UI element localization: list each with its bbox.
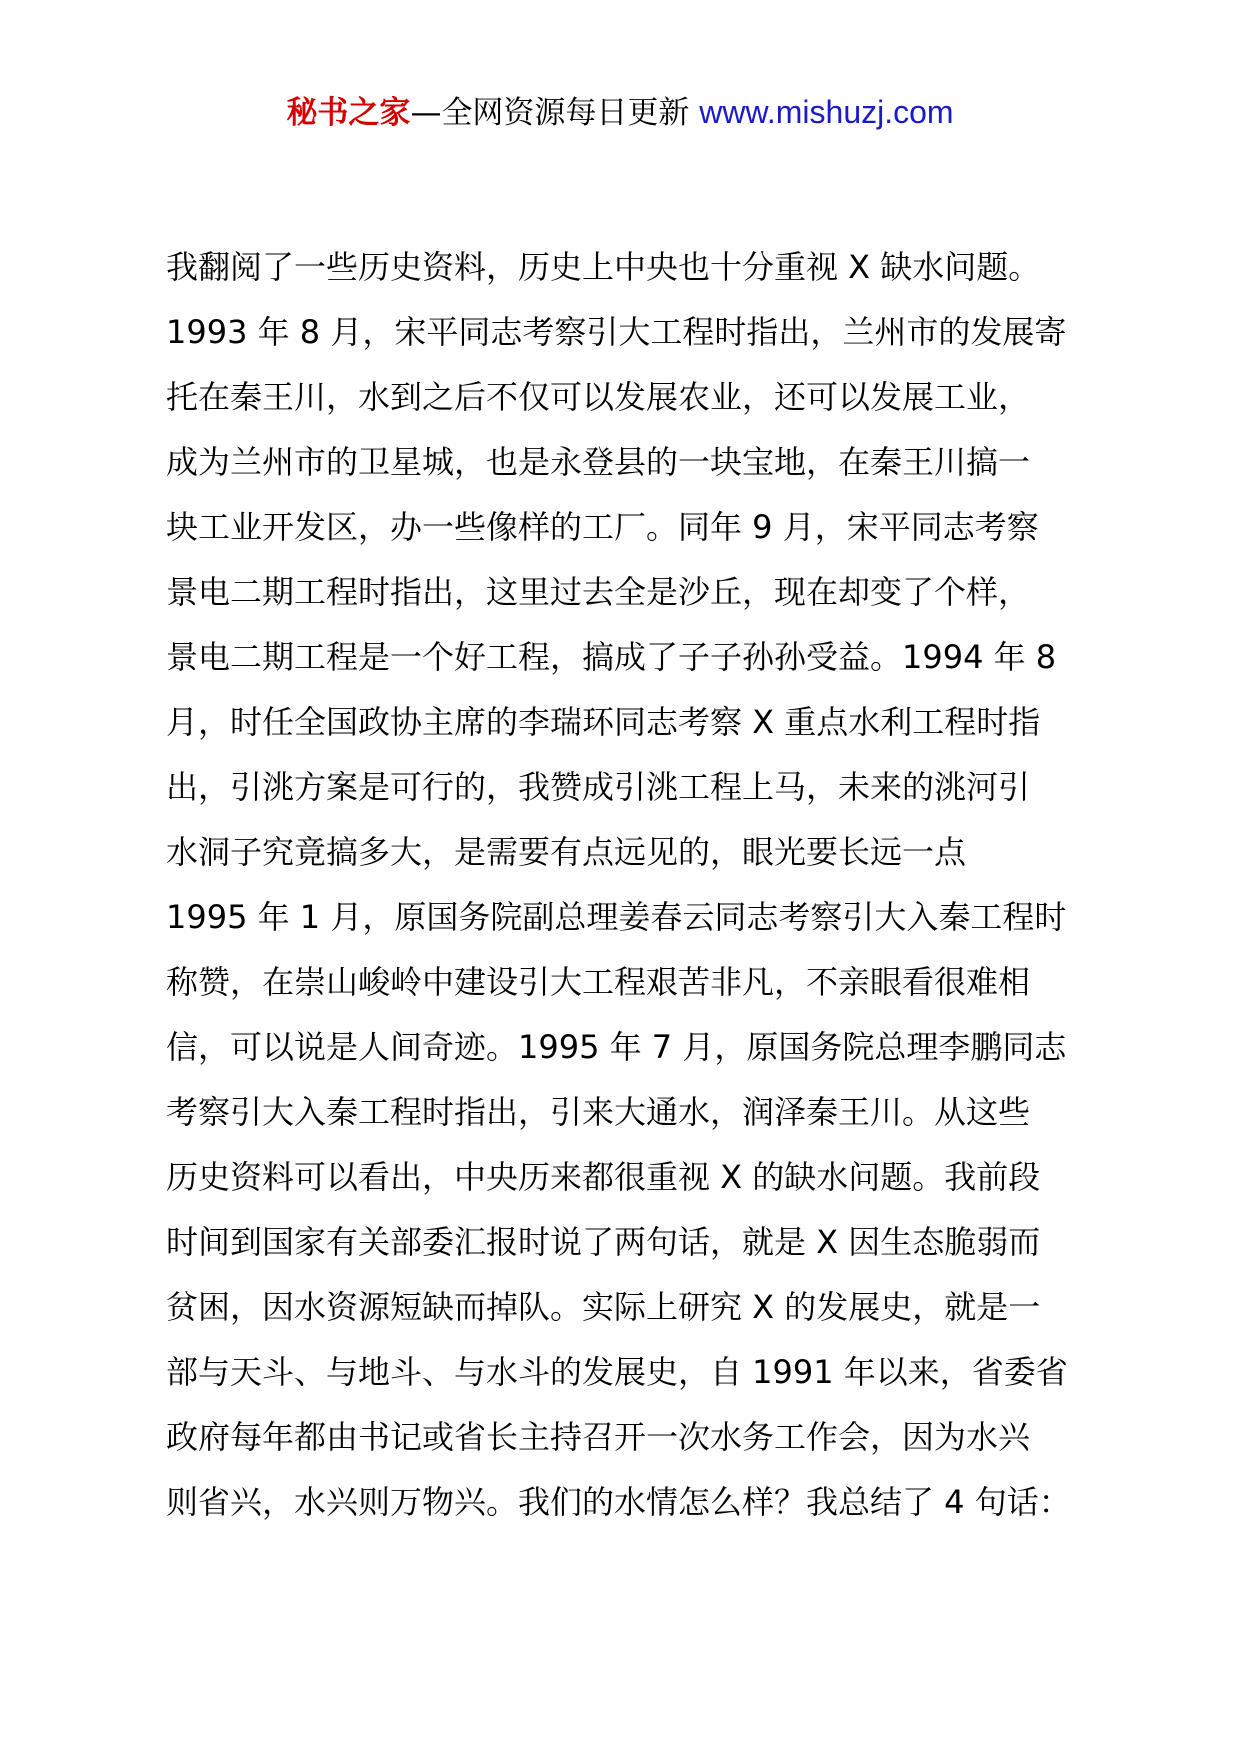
site-url-link[interactable]: www.mishuzj.com xyxy=(699,94,954,130)
text-line: 出，引洮方案是可行的，我赞成引洮工程上马，未来的洮河引 xyxy=(166,768,1031,806)
text-line: 称赞，在崇山峻岭中建设引大工程艰苦非凡，不亲眼看很难相 xyxy=(166,963,1031,1001)
text-line: 景电二期工程是一个好工程，搞成了子子孙孙受益。1994 年 8 xyxy=(166,638,1057,676)
text-line: 部与天斗、与地斗、与水斗的发展史，自 1991 年以来，省委省 xyxy=(166,1353,1068,1391)
text-line: 政府每年都由书记或省长主持召开一次水务工作会，因为水兴 xyxy=(166,1418,1031,1456)
text-line: 考察引大入秦工程时指出，引来大通水，润泽秦王川。从这些 xyxy=(166,1093,1031,1131)
text-line: 景电二期工程时指出，这里过去全是沙丘，现在却变了个样， xyxy=(166,573,1031,611)
header-tagline: —全网资源每日更新 xyxy=(410,95,690,131)
text-line: 托在秦王川，水到之后不仅可以发展农业，还可以发展工业， xyxy=(166,378,1031,416)
text-line: 1993 年 8 月，宋平同志考察引大工程时指出，兰州市的发展寄 xyxy=(166,313,1067,351)
text-line: 历史资料可以看出，中央历来都很重视 X 的缺水问题。我前段 xyxy=(166,1158,1041,1196)
text-line: 1995 年 1 月，原国务院副总理姜春云同志考察引大入秦工程时 xyxy=(166,898,1067,936)
text-line: 则省兴，水兴则万物兴。我们的水情怎么样？我总结了 4 句话： xyxy=(166,1483,1071,1521)
text-line: 贫困，因水资源短缺而掉队。实际上研究 X 的发展史，就是一 xyxy=(166,1288,1041,1326)
text-line: 月，时任全国政协主席的李瑞环同志考察 X 重点水利工程时指 xyxy=(166,703,1041,741)
text-line: 时间到国家有关部委汇报时说了两句话，就是 X 因生态脆弱而 xyxy=(166,1223,1041,1261)
text-line: 信，可以说是人间奇迹。1995 年 7 月，原国务院总理李鹏同志 xyxy=(166,1028,1067,1066)
text-line: 水洞子究竟搞多大，是需要有点远见的，眼光要长远一点 xyxy=(166,833,967,871)
document-body xyxy=(166,235,1106,1535)
text-line: 我翻阅了一些历史资料，历史上中央也十分重视 X 缺水问题。 xyxy=(166,248,1041,286)
text-line: 成为兰州市的卫星城，也是永登县的一块宝地，在秦王川搞一 xyxy=(166,443,1031,481)
brand-name: 秘书之家 xyxy=(286,95,411,131)
text-line: 块工业开发区，办一些像样的工厂。同年 9 月，宋平同志考察 xyxy=(166,508,1039,546)
page-header xyxy=(0,92,1240,133)
